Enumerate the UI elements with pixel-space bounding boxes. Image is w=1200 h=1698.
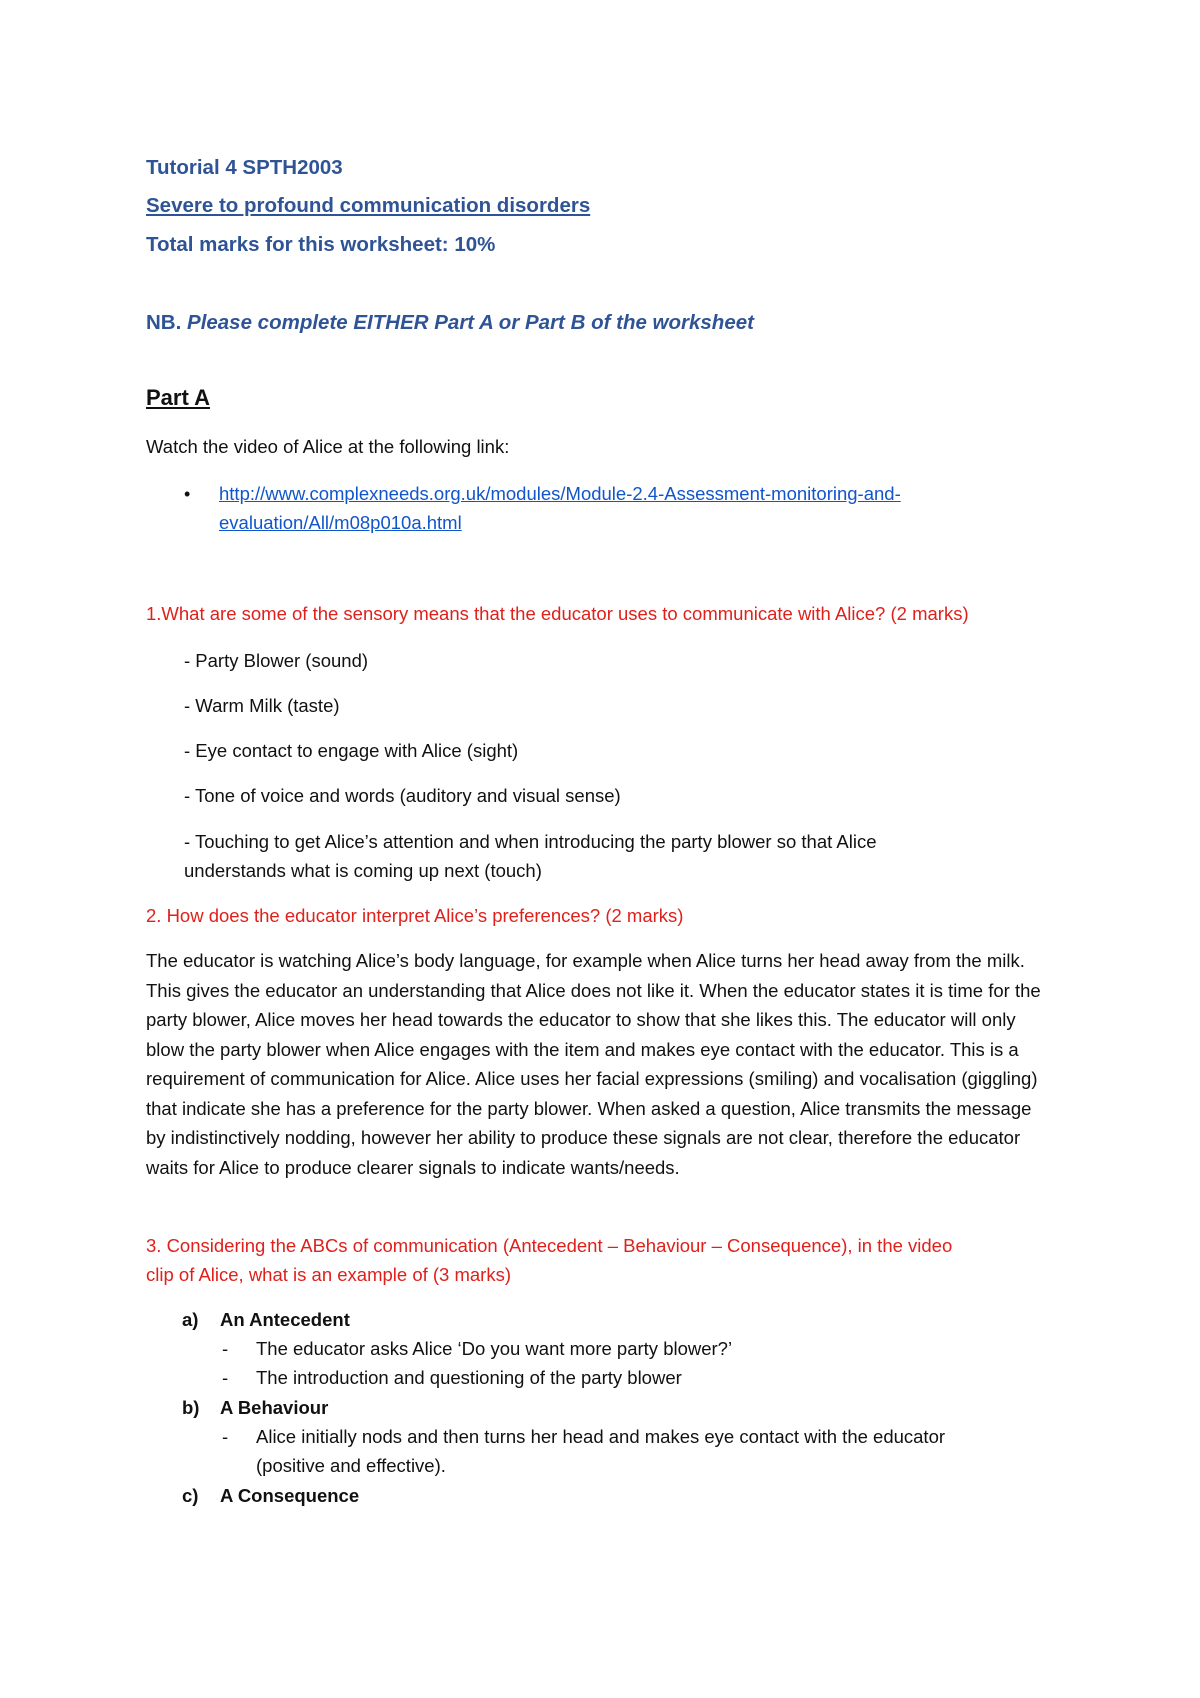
video-link-line2[interactable]: evaluation/All/m08p010a.html [219,512,462,533]
subject-title: Severe to profound communication disorders [146,194,591,217]
item-point: Alice initially nods and then turns her head and makes eye contact with the educator [256,1426,946,1447]
part-a-heading: Part A [146,385,210,410]
item-point: The educator asks Alice ‘Do you want more party blower?’ [256,1338,733,1359]
bullet-icon: • [184,484,191,504]
part-a-intro: Watch the video of Alice at the following link: [146,436,510,457]
q1-answer-item: - Eye contact to engage with Alice (sight) [184,740,519,761]
item-letter: c) [182,1485,199,1506]
item-title: An Antecedent [220,1309,350,1330]
dash-marker: - [222,1426,229,1447]
nb-note [146,311,754,335]
question-2: 2. How does the educator interpret Alice’s preferences? (2 marks) [146,905,684,926]
nb-text: Please complete EITHER Part A or Part B of the worksheet [187,311,754,334]
q1-answer-item: - Party Blower (sound) [184,650,369,671]
question-3-line2: clip of Alice, what is an example of (3 marks) [146,1264,512,1285]
q1-answer-item: - Touching to get Alice’s attention and when introducing the party blower so that Alice [184,831,877,852]
tutorial-title: Tutorial 4 SPTH2003 [146,156,343,179]
total-marks: Total marks for this worksheet: 10% [146,233,496,256]
q2-answer-paragraph: The educator is watching Alice’s body language, for example when Alice turns her head away from the milk. This gives the educator an understanding that Alice does not like it. When the educator states it is time for the party blower, Alice moves her head towards the educator to show that she likes this. The educator will only blow the party blower when Alice engages with the item and makes eye contact with the educator. This is a requirement of communication for Alice. Alice uses her facial expressions (smiling) and vocalisation (giggling) that indicate she has a preference for the party blower. When asked a question, Alice transmits the message by indistinctively nodding, however her ability to produce these signals are not clear, therefore the educator waits for Alice to produce clearer signals to indicate wants/needs. [146,950,1041,1178]
q1-answer-item: - Tone of voice and words (auditory and visual sense) [184,785,621,806]
video-link-line1[interactable]: http://www.complexneeds.org.uk/modules/Module-2.4-Assessment-monitoring-and- [219,483,901,504]
q1-answer-item-continued: understands what is coming up next (touch) [184,860,542,881]
item-title: A Consequence [220,1485,360,1506]
dash-marker: - [222,1338,229,1359]
question-1: 1.What are some of the sensory means that the educator uses to communicate with Alice? (2 marks) [146,603,969,624]
nb-prefix: NB. [146,311,182,334]
item-title: A Behaviour [220,1397,329,1418]
item-letter: a) [182,1309,199,1330]
dash-marker: - [222,1367,229,1388]
item-point: The introduction and questioning of the party blower [256,1367,682,1388]
item-letter: b) [182,1397,200,1418]
question-3-line1: 3. Considering the ABCs of communication (Antecedent – Behaviour – Consequence), in the video [146,1235,953,1256]
item-point-continued: (positive and effective). [256,1455,446,1476]
q1-answer-item: - Warm Milk (taste) [184,695,340,716]
